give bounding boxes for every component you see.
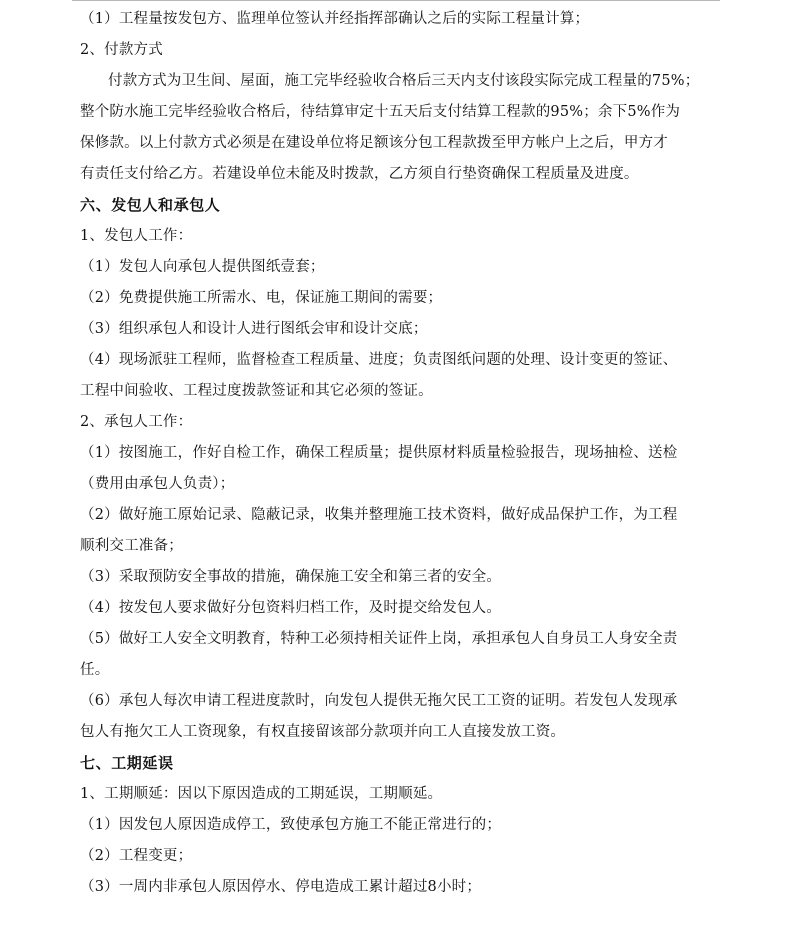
section-subheading: 2、承包人工作： — [80, 414, 193, 430]
list-item-continuation: （费用由承包人负责）； — [80, 476, 235, 492]
list-item: （2）做好施工原始记录、隐蔽记录，收集并整理施工技术资料，做好成品保护工作，为工程 — [80, 507, 678, 523]
list-item: （4）按发包人要求做好分包资料归档工作，及时提交给发包人。 — [80, 600, 502, 616]
section-subheading: 2、付款方式 — [80, 42, 163, 58]
list-item-continuation: 包人有拖欠工人工资现象，有权直接留该部分款项并向工人直接发放工资。 — [80, 724, 566, 740]
list-item: （6）承包人每次申请工程进度款时，向发包人提供无拖欠民工工资的证明。若发包人发现承 — [80, 693, 678, 709]
paragraph-line: 有责任支付给乙方。若建设单位未能及时拨款，乙方须自行垫资确保工程质量及进度。 — [80, 166, 639, 182]
section-heading: 七、工期延误 — [80, 754, 174, 772]
list-item-continuation: 顺利交工准备； — [80, 538, 183, 554]
list-item: （1）按图施工，作好自检工作，确保工程质量；提供原材料质量检验报告，现场抽检、送检 — [80, 445, 678, 461]
list-item: （3）采取预防安全事故的措施，确保施工安全和第三者的安全。 — [80, 569, 502, 585]
paragraph-line: 整个防水施工完毕经验收合格后，待结算审定十五天后支付结算工程款的95%；余下5%作为 — [80, 104, 681, 120]
paragraph-line: 付款方式为卫生间、屋面，施工完毕经验收合格后三天内支付该段实际完成工程量的75%； — [108, 73, 700, 89]
list-item: （1）因发包人原因造成停工，致使承包方施工不能正常进行的； — [80, 817, 502, 833]
page-top-border — [72, 0, 720, 1]
list-item-continuation: 工程中间验收、工程过度拨款签证和其它必须的签证。 — [80, 383, 433, 399]
list-item: （3）一周内非承包人原因停水、停电造成工累计超过8小时； — [80, 879, 482, 895]
list-item: （1）发包人向承包人提供图纸壹套； — [80, 259, 325, 275]
list-item: （2）免费提供施工所需水、电，保证施工期间的需要； — [80, 290, 443, 306]
section-subheading: 1、工期顺延：因以下原因造成的工期延误，工期顺延。 — [80, 786, 443, 802]
list-item-continuation: 任。 — [80, 662, 110, 678]
section-subheading: 1、发包人工作： — [80, 228, 193, 244]
list-item: （5）做好工人安全文明教育，特种工必须持相关证件上岗，承担承包人自身员工人身安全责 — [80, 631, 678, 647]
list-item: （4）现场派驻工程师，监督检查工程质量、进度；负责图纸问题的处理、设计变更的签证、 — [80, 352, 678, 368]
list-item: （3）组织承包人和设计人进行图纸会审和设计交底； — [80, 321, 428, 337]
list-item: （2）工程变更； — [80, 848, 193, 864]
document-page — [80, 4, 720, 903]
section-heading: 六、发包人和承包人 — [80, 196, 221, 214]
text-line: （1）工程量按发包方、监理单位签认并经指挥部确认之后的实际工程量计算； — [80, 11, 590, 27]
paragraph-line: 保修款。以上付款方式必须是在建设单位将足额该分包工程款拨至甲方帐户上之后，甲方才 — [80, 135, 668, 151]
